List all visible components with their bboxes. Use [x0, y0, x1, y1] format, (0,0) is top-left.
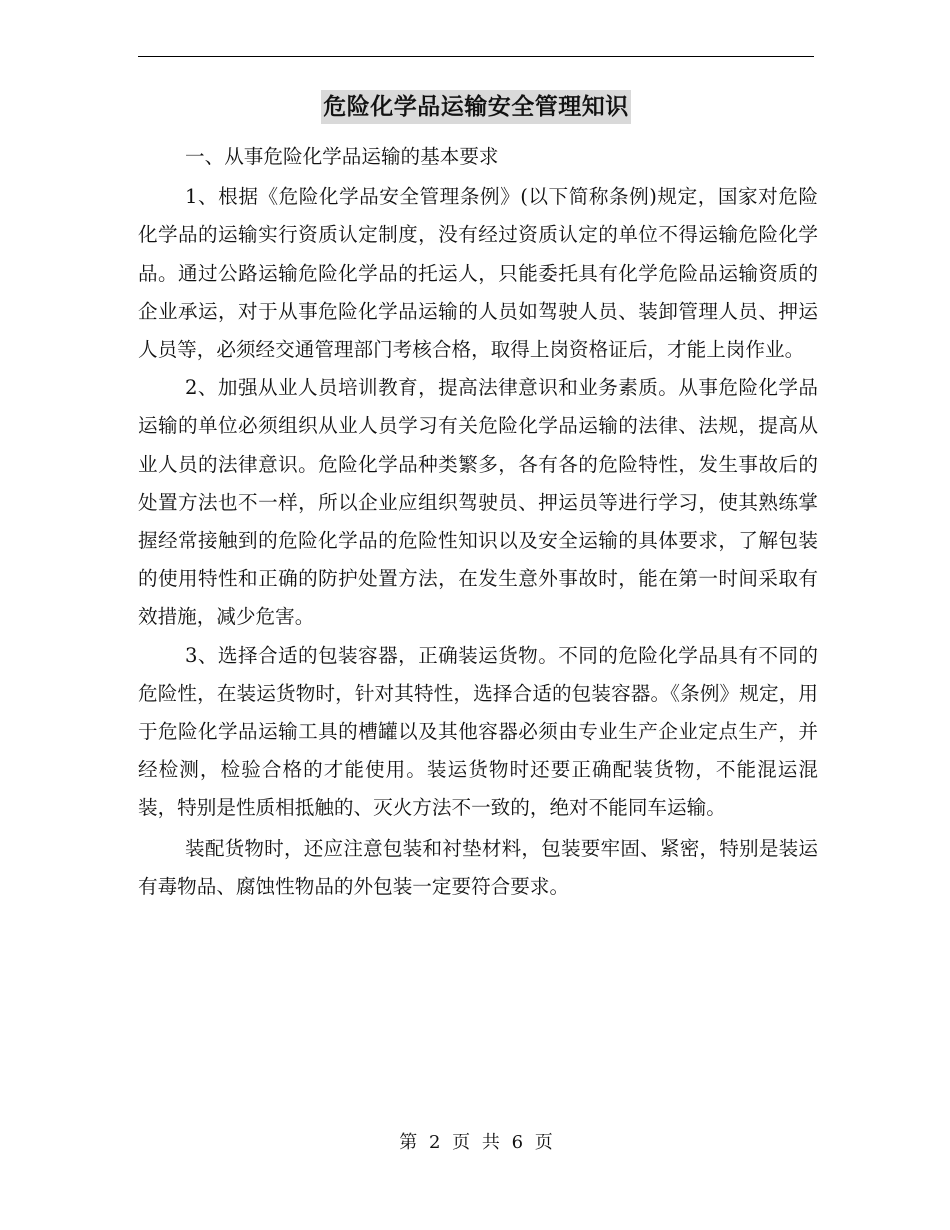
paragraph-2: 2、加强从业人员培训教育，提高法律意识和业务素质。从事危险化学品运输的单位必须组织从业人员学习有关危险化学品运输的法律、法规，提高从业人员的法律意识。危险化学品种类繁多，各有各的危险特性，发生事故后的处置方法也不一样，所以企业应组织驾驶员、押运员等进行学习，使其熟练掌握经常接触到的危险化学品的危险性知识以及安全运输的具体要求，了解包装的使用特性和正确的防护处置方法，在发生意外事故时，能在第一时间采取有效措施，减少危害。: [138, 376, 818, 629]
document-body: [138, 138, 818, 906]
paragraph-3: 3、选择合适的包装容器，正确装运货物。不同的危险化学品具有不同的危险性，在装运货物时，针对其特性，选择合适的包装容器。《条例》规定，用于危险化学品运输工具的槽罐以及其他容器必须由专业生产企业定点生产，并经检测，检验合格的才能使用。装运货物时还要正确配装货物，不能混运混装，特别是性质相抵触的、灭火方法不一致的，绝对不能同车运输。: [138, 643, 818, 820]
document-title: 危险化学品运输安全管理知识: [321, 90, 631, 124]
paragraph-1: 1、根据《危险化学品安全管理条例》(以下简称条例)规定，国家对危险化学品的运输实行资质认定制度，没有经过资质认定的单位不得运输危险化学品。通过公路运输危险化学品的托运人，只能委托具有化学危险品运输资质的企业承运，对于从事危险化学品运输的人员如驾驶人员、装卸管理人员、押运人员等，必须经交通管理部门考核合格，取得上岗资格证后，才能上岗作业。: [138, 185, 818, 362]
title-container: [138, 90, 814, 124]
header-rule: [138, 56, 814, 57]
section-heading: 一、从事危险化学品运输的基本要求: [185, 145, 499, 168]
paragraph-4: 装配货物时，还应注意包装和衬垫材料，包装要牢固、紧密，特别是装运有毒物品、腐蚀性物品的外包装一定要符合要求。: [138, 836, 818, 898]
page-number: 第 2 页 共 6 页: [399, 1132, 553, 1153]
